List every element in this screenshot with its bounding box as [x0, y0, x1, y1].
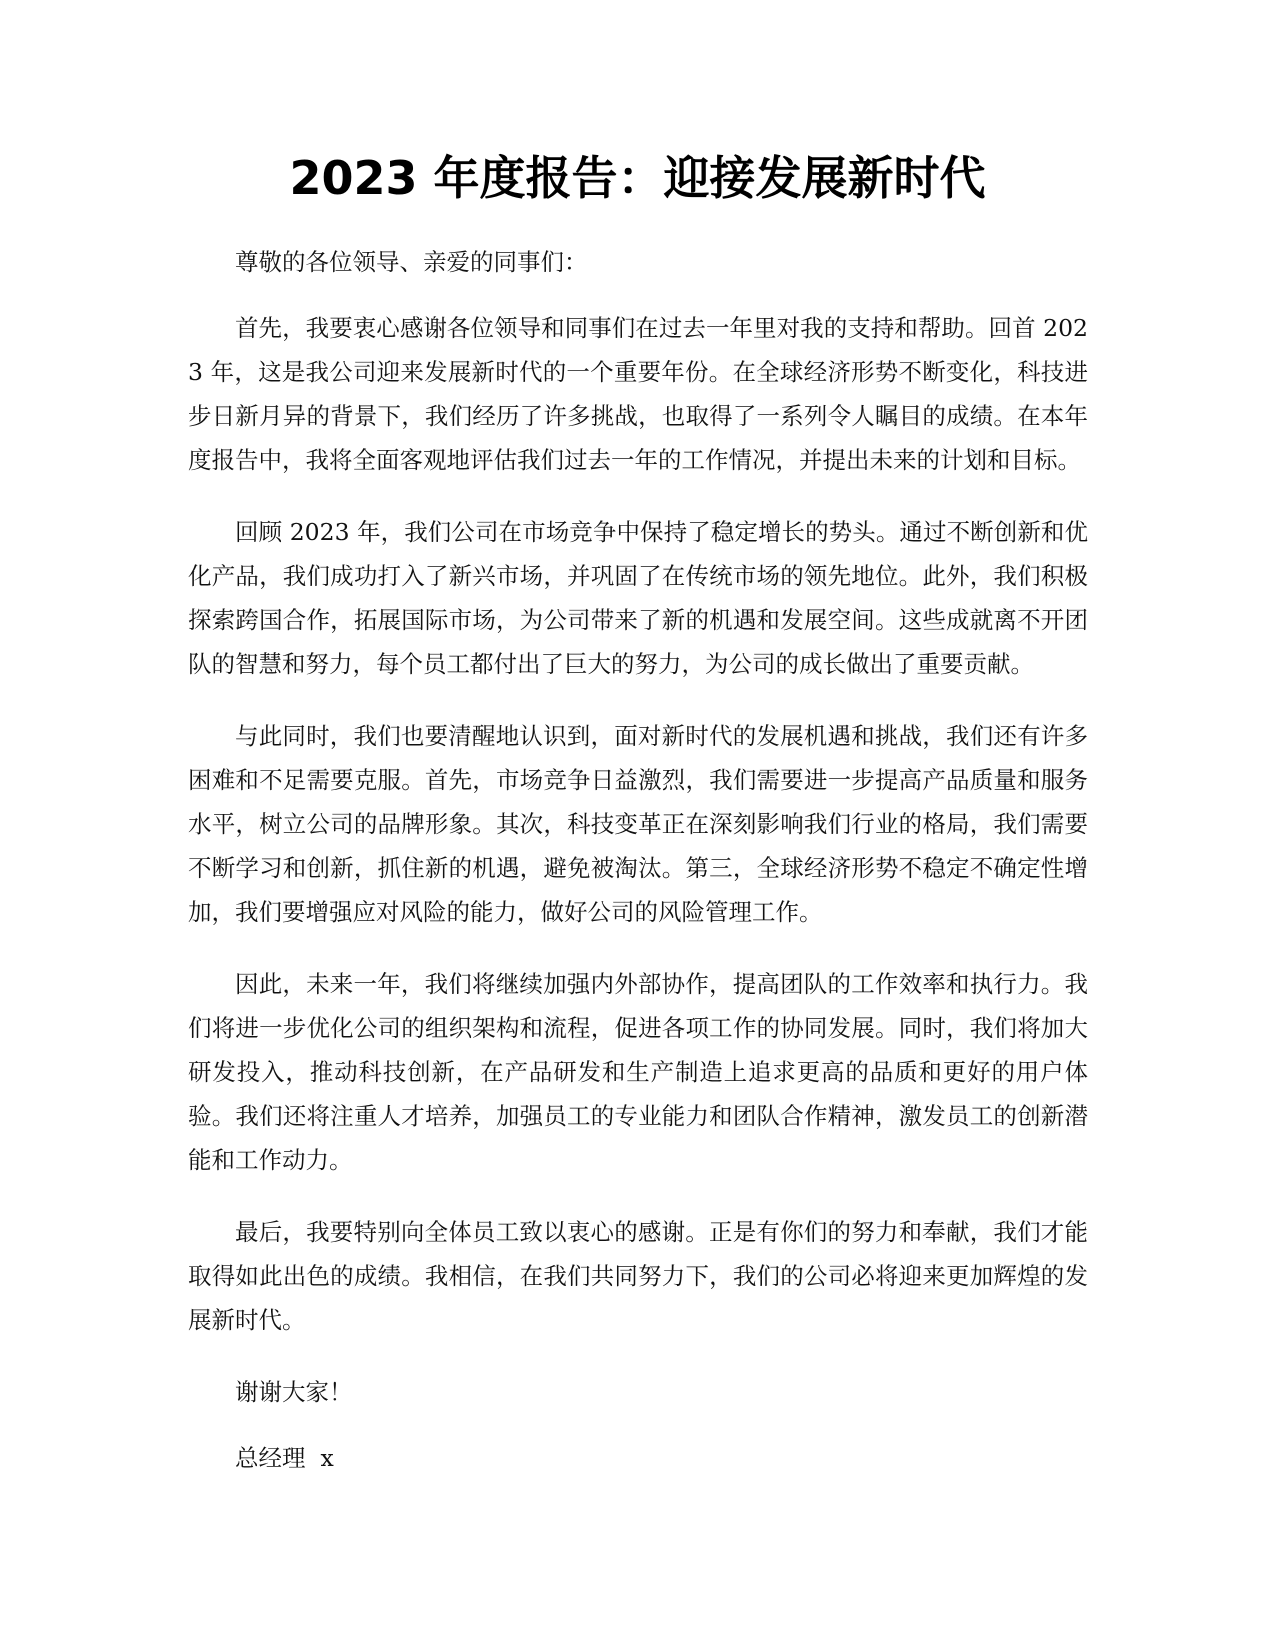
- paragraph-intro: 首先，我要衷心感谢各位领导和同事们在过去一年里对我的支持和帮助。回首 2023 年，这是我公司迎来发展新时代的一个重要年份。在全球经济形势不断变化，科技进步日新月异的背景下，我们经历了许多挑战，也取得了一系列令人瞩目的成绩。在本年度报告中，我将全面客观地评估我们过去一年的工作情况，并提出未来的计划和目标。: [188, 314, 1088, 474]
- paragraph-thanks: 最后，我要特别向全体员工致以衷心的感谢。正是有你们的努力和奉献，我们才能取得如此出色的成绩。我相信，在我们共同努力下，我们的公司必将迎来更加辉煌的发展新时代。: [188, 1218, 1088, 1334]
- closing-line: 谢谢大家！: [235, 1378, 353, 1406]
- document-title: 2023 年度报告：迎接发展新时代: [289, 151, 986, 205]
- paragraph-challenges: 与此同时，我们也要清醒地认识到，面对新时代的发展机遇和挑战，我们还有许多困难和不足需要克服。首先，市场竞争日益激烈，我们需要进一步提高产品质量和服务水平，树立公司的品牌形象。其次，科技变革正在深刻影响我们行业的格局，我们需要不断学习和创新，抓住新的机遇，避免被淘汰。第三，全球经济形势不稳定不确定性增加，我们要增强应对风险的能力，做好公司的风险管理工作。: [188, 722, 1088, 926]
- paragraph-plans: 因此，未来一年，我们将继续加强内外部协作，提高团队的工作效率和执行力。我们将进一步优化公司的组织架构和流程，促进各项工作的协同发展。同时，我们将加大研发投入，推动科技创新，在产品研发和生产制造上追求更高的品质和更好的用户体验。我们还将注重人才培养，加强员工的专业能力和团队合作精神，激发员工的创新潜能和工作动力。: [188, 970, 1088, 1174]
- signature: 总经理 x: [235, 1444, 334, 1472]
- salutation: 尊敬的各位领导、亲爱的同事们：: [235, 248, 588, 276]
- document-body: [188, 240, 1088, 1502]
- paragraph-review: 回顾 2023 年，我们公司在市场竞争中保持了稳定增长的势头。通过不断创新和优化产品，我们成功打入了新兴市场，并巩固了在传统市场的领先地位。此外，我们积极探索跨国合作，拓展国际市场，为公司带来了新的机遇和发展空间。这些成就离不开团队的智慧和努力，每个员工都付出了巨大的努力，为公司的成长做出了重要贡献。: [188, 518, 1088, 678]
